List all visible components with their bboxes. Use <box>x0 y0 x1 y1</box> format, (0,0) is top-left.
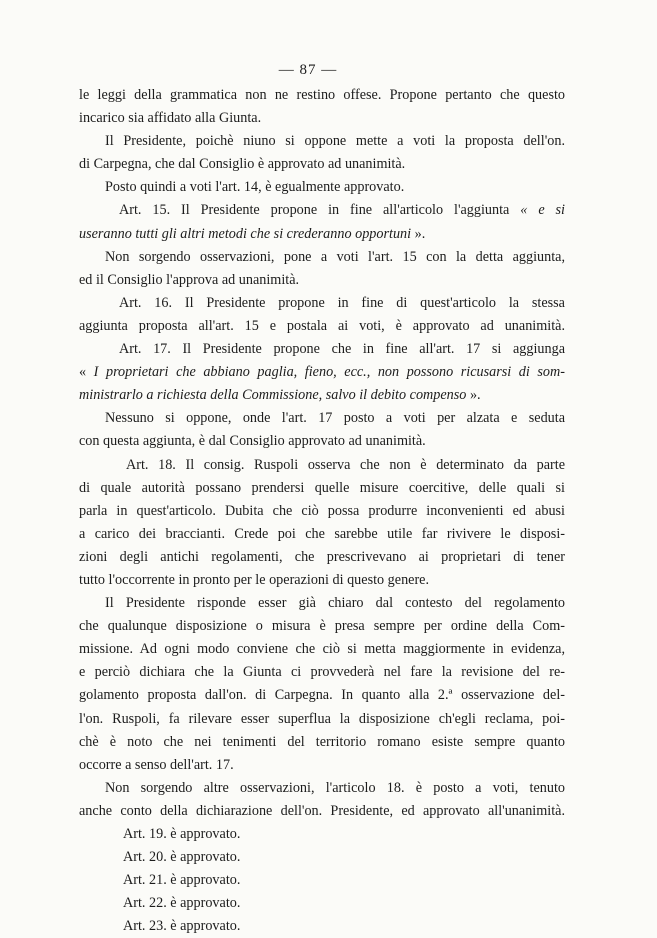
text-segment: Art. 15. Il Presidente propone in fine all'articolo l'aggiunta <box>119 202 510 219</box>
text-line: tutto l'occorrente in pronto per le operazioni di questo genere. <box>79 571 430 588</box>
quoted-text: useranno tutti gli altri metodi che si crederanno opportuni <box>79 225 412 242</box>
text-segment: ». <box>466 387 481 404</box>
body-text <box>79 84 565 938</box>
text-line: golamento proposta dall'on. di Carpegna. In quanto alla 2.ª osservazione del- <box>79 687 565 704</box>
text-line: con questa aggiunta, è dal Consiglio approvato ad unanimità. <box>79 433 426 450</box>
text-line: Art. 17. Il Presidente propone che in fine all'art. 17 si aggiunga <box>119 341 565 358</box>
text-line: Posto quindi a voti l'art. 14, è egualmente approvato. <box>105 179 405 196</box>
article-item: Art. 19. è approvato. <box>123 826 241 842</box>
text-line: parla in quest'articolo. Dubita che ciò possa produrre inconvenienti ed abusi <box>79 502 565 519</box>
text-line: di Carpegna, che dal Consiglio è approvato ad unanimità. <box>79 156 406 173</box>
text-line: Art. 16. Il Presidente propone in fine di quest'articolo la stessa <box>119 294 565 311</box>
text-line: l'on. Ruspoli, fa rilevare esser superflua la disposizione ch'egli reclama, poi- <box>79 710 565 727</box>
text-line: che qualunque disposizione o misura è presa sempre per ordine della Com- <box>79 618 565 635</box>
text-line <box>79 199 565 222</box>
text-line: aggiunta proposta all'art. 15 e postala ai voti, è approvato ad unanimità. <box>79 317 565 334</box>
text-line <box>79 361 565 384</box>
text-line: Il Presidente, poichè niuno si oppone mette a voti la proposta dell'on. <box>105 133 565 150</box>
text-line: Non sorgendo osservazioni, pone a voti l'art. 15 con la detta aggiunta, <box>105 248 565 265</box>
quoted-text: « e si <box>520 202 566 219</box>
article-item: Art. 23. è approvato. <box>123 918 241 935</box>
text-line: missione. Ad ogni modo conviene che ciò si metta maggiormente in evidenza, <box>79 641 565 658</box>
text-line: Art. 18. Il consig. Ruspoli osserva che non è determinato da parte <box>126 456 565 473</box>
text-line: anche conto della dichiarazione dell'on. Presidente, ed approvato all'unanimità. <box>79 802 565 819</box>
article-item: Art. 21. è approvato. <box>123 872 241 889</box>
page-number: — 87 — <box>278 62 338 78</box>
text-line: incarico sia affidato alla Giunta. <box>79 110 262 127</box>
article-item: Art. 22. è approvato. <box>123 895 241 912</box>
text-line <box>79 223 565 246</box>
text-line: Il Presidente risponde esser già chiaro dal contesto del regolamento <box>105 595 565 612</box>
text-segment: « <box>79 364 94 381</box>
quoted-text: I proprietari che abbiano paglia, fieno, ecc., non possono ricusarsi di som- <box>93 364 565 381</box>
text-line: e perciò dichiara che la Giunta ci provvederà nel fare la revisione del re- <box>79 664 565 681</box>
text-line: di quale autorità possano prendersi quelle misure coercitive, delle quali si <box>79 479 565 496</box>
text-line: zioni degli antichi regolamenti, che prescrivevano ai proprietari di tener <box>79 548 565 565</box>
text-line: ed il Consiglio l'approva ad unanimità. <box>79 271 300 288</box>
article-item: Art. 20. è approvato. <box>123 849 241 866</box>
text-line: le leggi della grammatica non ne restino offese. Propone pertanto che questo <box>79 87 565 103</box>
text-line: a carico dei braccianti. Crede poi che sarebbe utile far rivivere le disposi- <box>79 525 565 542</box>
text-line <box>79 384 565 407</box>
text-line: Non sorgendo altre osservazioni, l'articolo 18. è posto a voti, tenuto <box>105 779 565 796</box>
quoted-text: ministrarlo a richiesta della Commissione, salvo il debito compenso <box>79 387 467 404</box>
text-line: occorre a senso dell'art. 17. <box>79 756 234 773</box>
text-line: chè è noto che nei tenimenti del territorio romano esiste sempre quanto <box>79 733 565 750</box>
text-line: Nessuno si oppone, onde l'art. 17 posto a voti per alzata e seduta <box>105 410 565 427</box>
text-segment: ». <box>411 225 426 242</box>
